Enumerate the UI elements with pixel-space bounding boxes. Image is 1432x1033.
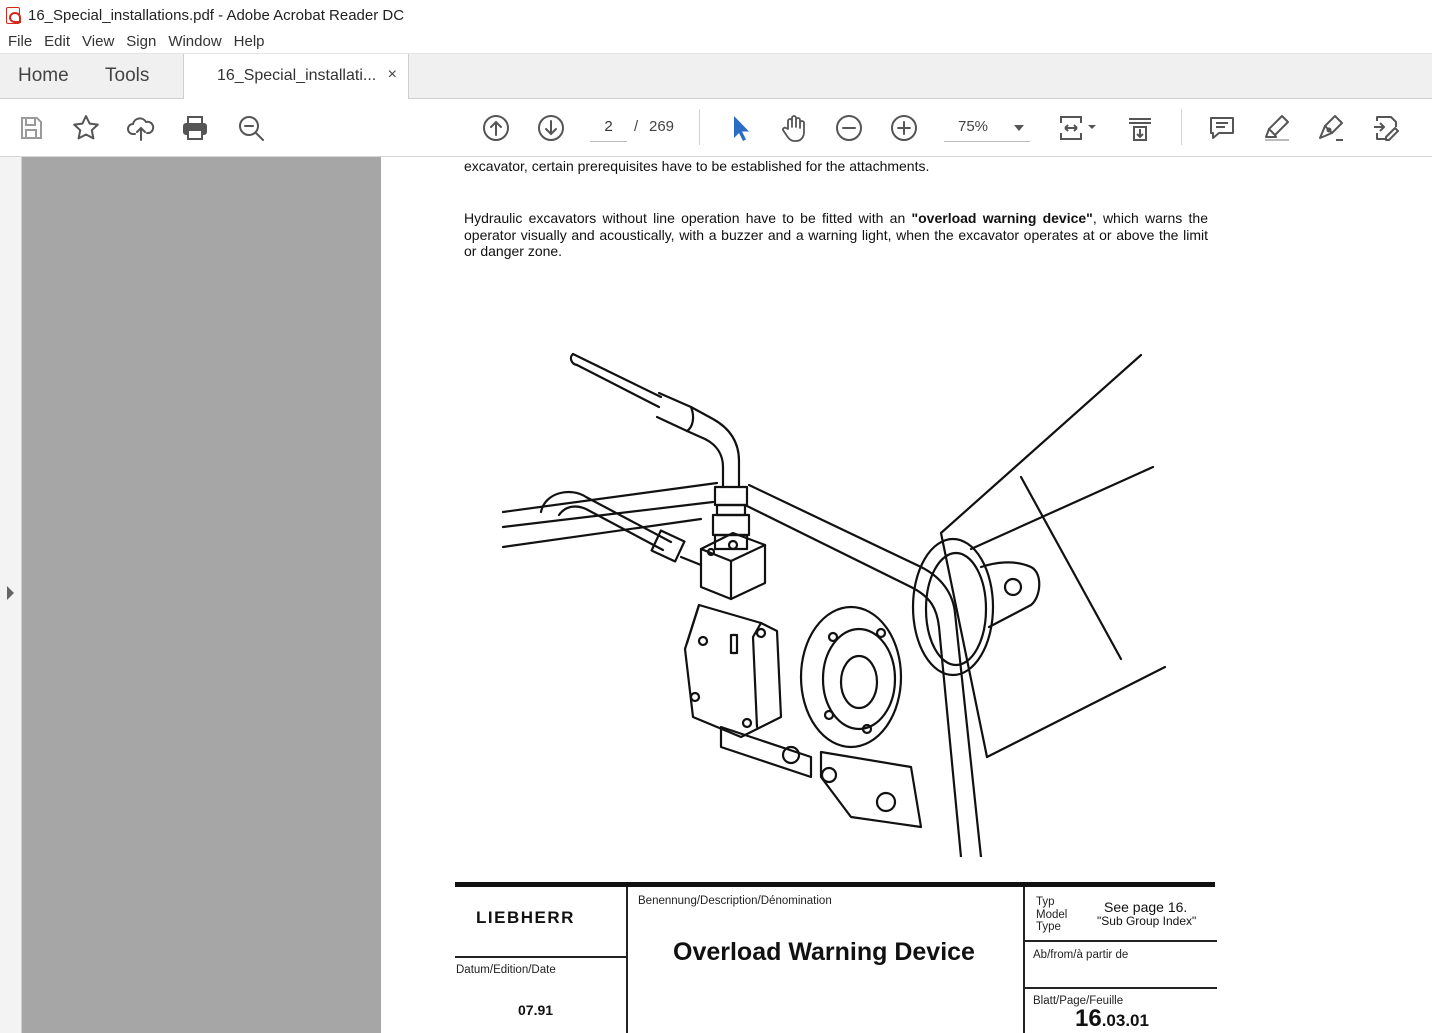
- page-paragraph: Hydraulic excavators without line operation have to be fitted with an "overload warning device", which warns the operator visually and acoustically, with a buzzer and a warning light, when the excavator operates at or above the limit or danger zone.: [464, 210, 1208, 259]
- highlight-icon[interactable]: [1257, 108, 1297, 148]
- scroll-mode-icon[interactable]: [1120, 108, 1160, 148]
- chevron-down-icon: [1014, 125, 1024, 131]
- menu-bar: [0, 30, 1432, 54]
- from-label: Ab/from/à partir de: [1033, 949, 1129, 961]
- zoom-select[interactable]: [944, 112, 1030, 142]
- page-down-icon[interactable]: [531, 108, 571, 148]
- tab-tools[interactable]: Tools: [105, 65, 150, 86]
- search-zoom-icon[interactable]: [231, 108, 271, 148]
- page-up-icon[interactable]: [476, 108, 516, 148]
- date-value: 07.91: [518, 1002, 554, 1018]
- page-number-input[interactable]: [590, 112, 627, 142]
- page-text-line: excavator, certain prerequisites have to be established for the attachments.: [464, 158, 930, 174]
- hand-icon[interactable]: [774, 108, 814, 148]
- menu-help[interactable]: Help: [233, 33, 265, 50]
- menu-window[interactable]: Window: [168, 33, 222, 50]
- page-total: 269: [649, 118, 675, 135]
- liebherr-logo: LIEBHERR: [476, 908, 575, 927]
- title-block: [455, 882, 1215, 1033]
- document-title: Overload Warning Device: [673, 938, 975, 966]
- page-label: Blatt/Page/Feuille: [1033, 995, 1124, 1007]
- divider-line: [1023, 887, 1025, 1033]
- divider-line: [1025, 987, 1217, 989]
- tab-document[interactable]: [183, 54, 409, 100]
- date-label: Datum/Edition/Date: [456, 964, 556, 976]
- see-page-text: See page 16.: [1104, 899, 1188, 915]
- save-icon[interactable]: [11, 108, 51, 148]
- description-label: Benennung/Description/Dénomination: [638, 895, 832, 907]
- right-panel: [1230, 157, 1432, 1033]
- cloud-upload-icon[interactable]: [121, 108, 161, 148]
- menu-file[interactable]: File: [8, 33, 33, 50]
- page-fit-icon[interactable]: [1052, 108, 1100, 148]
- cursor-icon[interactable]: [720, 108, 760, 148]
- chevron-right-icon: [7, 586, 14, 600]
- type-labels: Typ Model Type: [1036, 896, 1068, 933]
- tab-home[interactable]: Home: [18, 65, 69, 86]
- tab-document-label: 16_Special_installati...: [217, 67, 377, 84]
- sheet-number: 16.03.01: [1075, 1005, 1149, 1032]
- edit-pdf-icon[interactable]: [1366, 108, 1406, 148]
- left-panel-toggle[interactable]: [0, 157, 22, 1033]
- print-icon[interactable]: [175, 108, 215, 148]
- zoom-value: 75%: [958, 118, 989, 135]
- menu-view[interactable]: View: [82, 33, 115, 50]
- divider-line: [1025, 940, 1217, 942]
- overload-device-drawing: [381, 337, 1230, 857]
- close-icon[interactable]: ×: [387, 66, 397, 83]
- star-icon[interactable]: [66, 108, 106, 148]
- pdf-page: [381, 157, 1230, 1033]
- window-title: 16_Special_installations.pdf - Adobe Acrobat Reader DC: [28, 6, 405, 24]
- zoom-out-icon[interactable]: [829, 108, 869, 148]
- comment-icon[interactable]: [1202, 108, 1242, 148]
- sub-group-index: "Sub Group Index": [1097, 914, 1197, 928]
- menu-edit[interactable]: Edit: [44, 33, 71, 50]
- page-separator: /: [634, 118, 639, 135]
- pdf-file-icon: [6, 7, 20, 24]
- toolbar: [0, 99, 1432, 157]
- sign-icon[interactable]: [1311, 108, 1351, 148]
- title-bar: [0, 0, 1432, 30]
- toolbar-divider: [699, 109, 700, 145]
- menu-sign[interactable]: Sign: [126, 33, 157, 50]
- tab-bar: [0, 54, 1432, 99]
- divider-line: [626, 887, 628, 1033]
- document-workspace[interactable]: [0, 157, 1432, 1033]
- title-block-rule: [455, 882, 1215, 887]
- zoom-in-icon[interactable]: [884, 108, 924, 148]
- toolbar-divider-2: [1181, 109, 1182, 145]
- divider-line: [455, 956, 626, 958]
